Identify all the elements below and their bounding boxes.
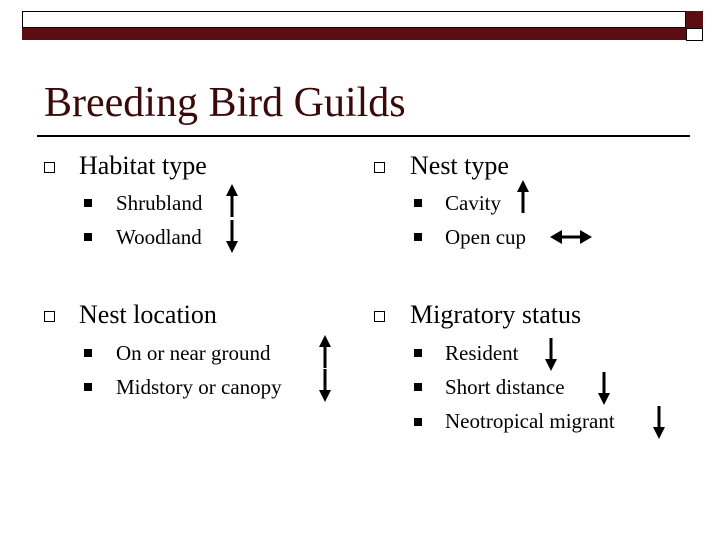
list-item-label: Woodland <box>116 225 202 249</box>
list-item-label: Resident <box>445 341 519 365</box>
header-square-filled <box>686 11 703 28</box>
square-bullet-icon <box>414 233 422 241</box>
square-bullet-icon <box>84 199 92 207</box>
list-item-label: Shrubland <box>116 191 203 215</box>
hollow-square-bullet-icon <box>44 311 55 322</box>
square-bullet-icon <box>84 233 92 241</box>
hollow-square-bullet-icon <box>374 162 385 173</box>
square-bullet-icon <box>414 418 422 426</box>
title-divider <box>37 135 690 137</box>
header-square-outline <box>686 28 703 41</box>
slide-title: Breeding Bird Guilds <box>44 80 406 126</box>
header-bar-fill <box>22 28 686 40</box>
square-bullet-icon <box>84 349 92 357</box>
square-bullet-icon <box>84 383 92 391</box>
hollow-square-bullet-icon <box>44 162 55 173</box>
arrow-up-icon <box>225 184 239 218</box>
hollow-square-bullet-icon <box>374 311 385 322</box>
arrow-down-icon <box>318 368 332 402</box>
header-decoration <box>0 0 720 45</box>
square-bullet-icon <box>414 383 422 391</box>
list-item-label: Short distance <box>445 375 565 399</box>
section-heading: Nest type <box>410 151 509 180</box>
arrow-left-right-icon <box>550 229 592 245</box>
list-item-label: Cavity <box>445 191 501 215</box>
section-heading: Migratory status <box>410 300 582 329</box>
arrow-down-icon <box>225 219 239 253</box>
header-bar-outline <box>22 11 686 28</box>
square-bullet-icon <box>414 199 422 207</box>
arrow-down-icon <box>652 405 666 439</box>
list-item-label: Neotropical migrant <box>445 409 615 433</box>
arrow-up-icon <box>516 180 530 214</box>
list-item-label: Open cup <box>445 225 527 249</box>
arrow-down-icon <box>597 371 611 405</box>
section-heading: Habitat type <box>79 151 207 180</box>
list-item-label: Midstory or canopy <box>116 375 282 399</box>
arrow-down-icon <box>544 337 558 371</box>
arrow-up-icon <box>318 335 332 369</box>
square-bullet-icon <box>414 349 422 357</box>
list-item-label: On or near ground <box>116 341 271 365</box>
section-heading: Nest location <box>79 300 217 329</box>
